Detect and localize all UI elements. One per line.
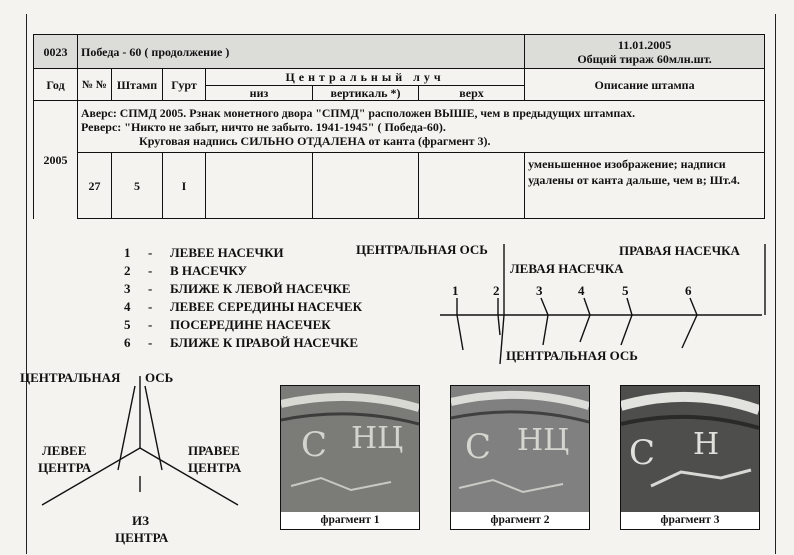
notch-mark: 4	[578, 283, 585, 298]
fragment-caption-2: фрагмент 2	[450, 512, 590, 530]
svg-text:С: С	[301, 425, 328, 465]
fragment-caption-1: фрагмент 1	[280, 512, 420, 530]
legend-item: 2 - В НАСЕЧКУ	[124, 263, 248, 278]
fragment-photo-2	[450, 385, 590, 515]
svg-text:С: С	[465, 427, 492, 467]
legend-item: 5 - ПОСЕРЕДИНЕ НАСЕЧЕК	[124, 317, 331, 332]
row-year: 2005	[34, 101, 78, 219]
card-number: 0023	[34, 35, 78, 69]
col-top: верх	[419, 86, 525, 101]
col-central-ray: Центральный луч	[206, 69, 525, 86]
reverse-note: Реверс: "Никто не забыт, ничто не забыто. 1941-1945" ( Победа-60).	[81, 119, 446, 134]
col-year: Год	[34, 69, 78, 101]
central-axis-label-bottom: ЦЕНТРАЛЬНАЯ ОСЬ	[506, 348, 638, 363]
left-of-center-a: ЛЕВЕЕ	[42, 443, 87, 458]
from-center-b: ЦЕНТРА	[115, 530, 169, 545]
legend-item: 4 - ЛЕВЕЕ СЕРЕДИНЫ НАСЕЧЕК	[124, 299, 363, 314]
from-center-a: ИЗ	[132, 513, 149, 528]
notch-mark: 5	[622, 283, 629, 298]
col-description: Описание штампа	[525, 69, 765, 101]
row-number: 27	[78, 153, 112, 219]
card-date: 11.01.2005	[617, 37, 672, 52]
obverse-note: Аверс: СПМД 2005. Рзнак монетного двора "СПМД" расположен ВЫШЕ, чем в предыдущих штампах.	[81, 105, 636, 120]
col-edge: Гурт	[163, 69, 206, 101]
fragment-photo-1	[280, 385, 420, 515]
legend-item: 3 - БЛИЖЕ К ЛЕВОЙ НАСЕЧКЕ	[124, 281, 351, 296]
card-mintage: Общий тираж 60млн.шт.	[577, 51, 712, 66]
svg-text:Н: Н	[693, 427, 720, 462]
notch-mark: 1	[452, 283, 459, 298]
right-of-center-b: ЦЕНТРА	[188, 460, 242, 475]
col-stamp: Штамп	[112, 69, 163, 101]
svg-text:НЦ: НЦ	[517, 423, 570, 458]
col-number: № №	[78, 69, 112, 101]
right-notch-label: ПРАВАЯ НАСЕЧКА	[619, 243, 740, 258]
ray-central-axis-b: ОСЬ	[145, 370, 174, 385]
row-stamp: 5	[112, 153, 163, 219]
notch-mark: 3	[536, 283, 543, 298]
central-axis-label-top: ЦЕНТРАЛЬНАЯ ОСЬ	[356, 242, 488, 257]
col-vertical: вертикаль *)	[313, 86, 419, 101]
notch-mark: 2	[493, 283, 500, 298]
circular-note: Круговая надпись СИЛЬНО ОТДАЛЕНА от канта (фрагмент 3).	[139, 133, 491, 148]
row-description: уменьшенное изображение; надписи удалены от канта дальше, чем в; Шт.4.	[525, 153, 765, 219]
row-edge: I	[163, 153, 206, 219]
notch-mark: 6	[685, 283, 692, 298]
ray-central-axis-a: ЦЕНТРАЛЬНАЯ	[20, 370, 121, 385]
legend-item: 6 - БЛИЖЕ К ПРАВОЙ НАСЕЧКЕ	[124, 335, 358, 350]
svg-text:С: С	[629, 433, 656, 473]
left-notch-label: ЛЕВАЯ НАСЕЧКА	[510, 261, 624, 276]
card-title: Победа - 60 ( продолжение )	[78, 35, 525, 69]
col-low: низ	[206, 86, 313, 101]
fragment-photo-3	[620, 385, 760, 515]
legend-item: 1 - ЛЕВЕЕ НАСЕЧКИ	[124, 245, 284, 260]
svg-text:НЦ: НЦ	[351, 421, 404, 456]
fragment-caption-3: фрагмент 3	[620, 512, 760, 530]
left-of-center-b: ЦЕНТРА	[38, 460, 92, 475]
right-of-center-a: ПРАВЕЕ	[188, 443, 240, 458]
